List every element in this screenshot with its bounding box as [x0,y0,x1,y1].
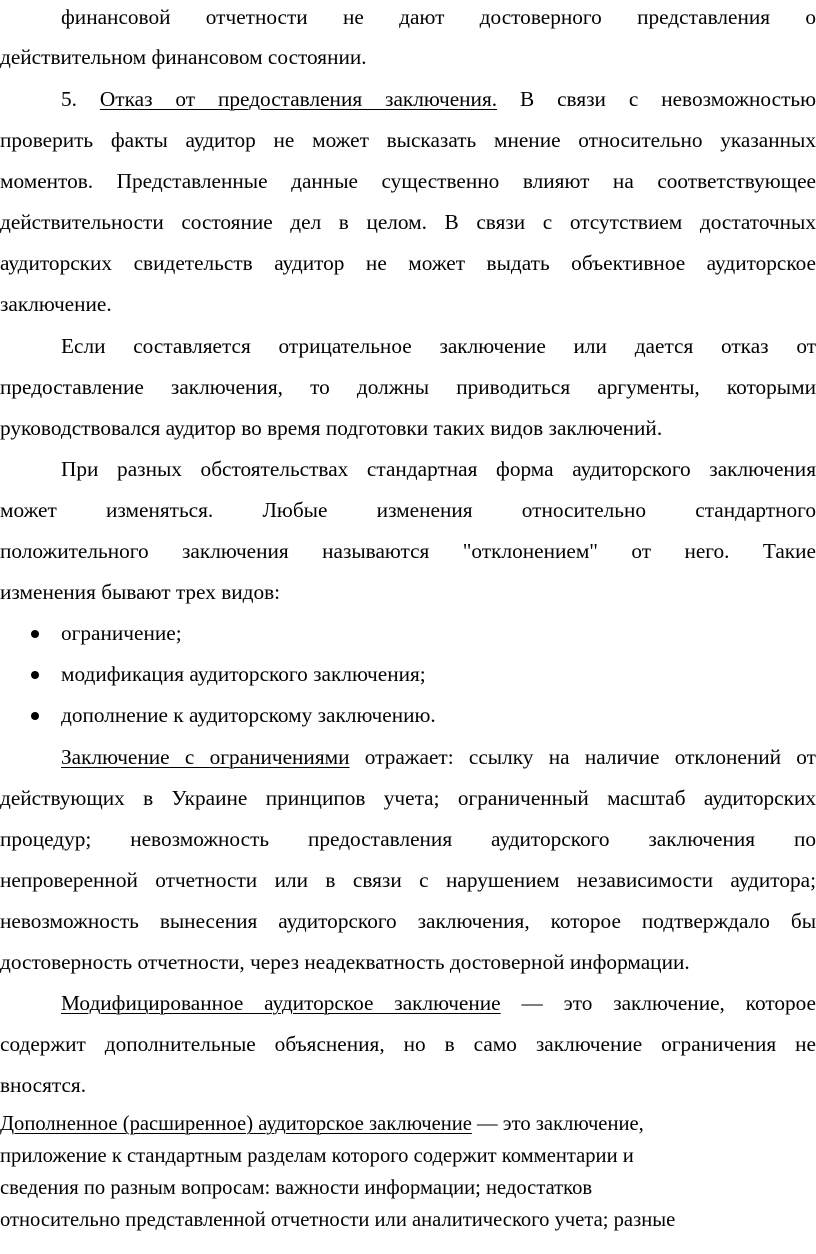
bullet-icon [31,671,39,679]
term-heading: Модифицированное аудиторское заключение [61,991,501,1015]
paragraph-line: непроверенной отчетности или в связи с нарушением независимости аудитора; [0,868,816,892]
paragraph-line: содержит дополнительные объяснения, но в само заключение ограничения не [0,1032,816,1056]
term-heading: Дополненное (расширенное) аудиторское заключение [0,1113,472,1135]
list-item: модификация аудиторского заключения; [61,662,426,686]
paragraph-line: действительном финансовом состоянии. [0,45,367,69]
paragraph-line: заключение. [0,292,112,316]
paragraph-line: приложение к стандартным разделам которого содержит комментарии и [0,1145,634,1167]
paragraph-line: руководствовался аудитор во время подготовки таких видов заключений. [0,416,663,440]
paragraph-line: изменения бывают трех видов: [0,580,281,604]
list-item: ограничение; [61,621,182,645]
paragraph-line: достоверность отчетности, через неадекватность достоверной информации. [0,950,690,974]
paragraph-text: — это заключение, которое [500,991,816,1015]
paragraph-line [61,89,816,110]
paragraph-text: В связи с невозможностью [519,87,816,111]
bullet-icon [31,630,39,638]
paragraph-line [61,747,816,768]
paragraph-line: аудиторских свидетельств аудитор не может выдать объективное аудиторское [0,251,816,275]
paragraph-line [61,993,816,1014]
list-number: 5. [61,87,77,111]
paragraph-line: моментов. Представленные данные существенно влияют на соответствующее [0,169,816,193]
paragraph-line: сведения по разным вопросам: важности информации; недостатков [0,1177,593,1199]
paragraph-line: действующих в Украине принципов учета; ограниченный масштаб аудиторских [0,786,816,810]
paragraph-line: вносятся. [0,1073,87,1097]
bullet-icon [31,712,39,720]
paragraph-line: финансовой отчетности не дают достоверного представления о [61,5,816,29]
paragraph-text: отражает: ссылку на наличие отклонений от [349,745,816,769]
paragraph-text: — это заключение, [471,1113,644,1135]
paragraph-line [0,1114,644,1135]
paragraph-line: относительно представленной отчетности или аналитического учета; разные [0,1209,676,1231]
paragraph-line: Если составляется отрицательное заключение или дается отказ от [61,334,816,358]
paragraph-line: процедур; невозможность предоставления аудиторского заключения по [0,827,816,851]
paragraph-line: При разных обстоятельствах стандартная форма аудиторского заключения [61,457,816,481]
paragraph-line: проверить факты аудитор не может высказать мнение относительно указанных [0,128,816,152]
paragraph-line: невозможность вынесения аудиторского заключения, которое подтверждало бы [0,909,816,933]
term-heading: Заключение с ограничениями [61,745,350,769]
paragraph-line: может изменяться. Любые изменения относительно стандартного [0,498,816,522]
list-item: дополнение к аудиторскому заключению. [61,703,436,727]
section-title: Отказ от предоставления заключения. [99,87,498,111]
paragraph-line: положительного заключения называются "отклонением" от него. Такие [0,539,816,563]
paragraph-line: действительности состояние дел в целом. В связи с отсутствием достаточных [0,210,816,234]
paragraph-line: предоставление заключения, то должны приводиться аргументы, которыми [0,375,816,399]
